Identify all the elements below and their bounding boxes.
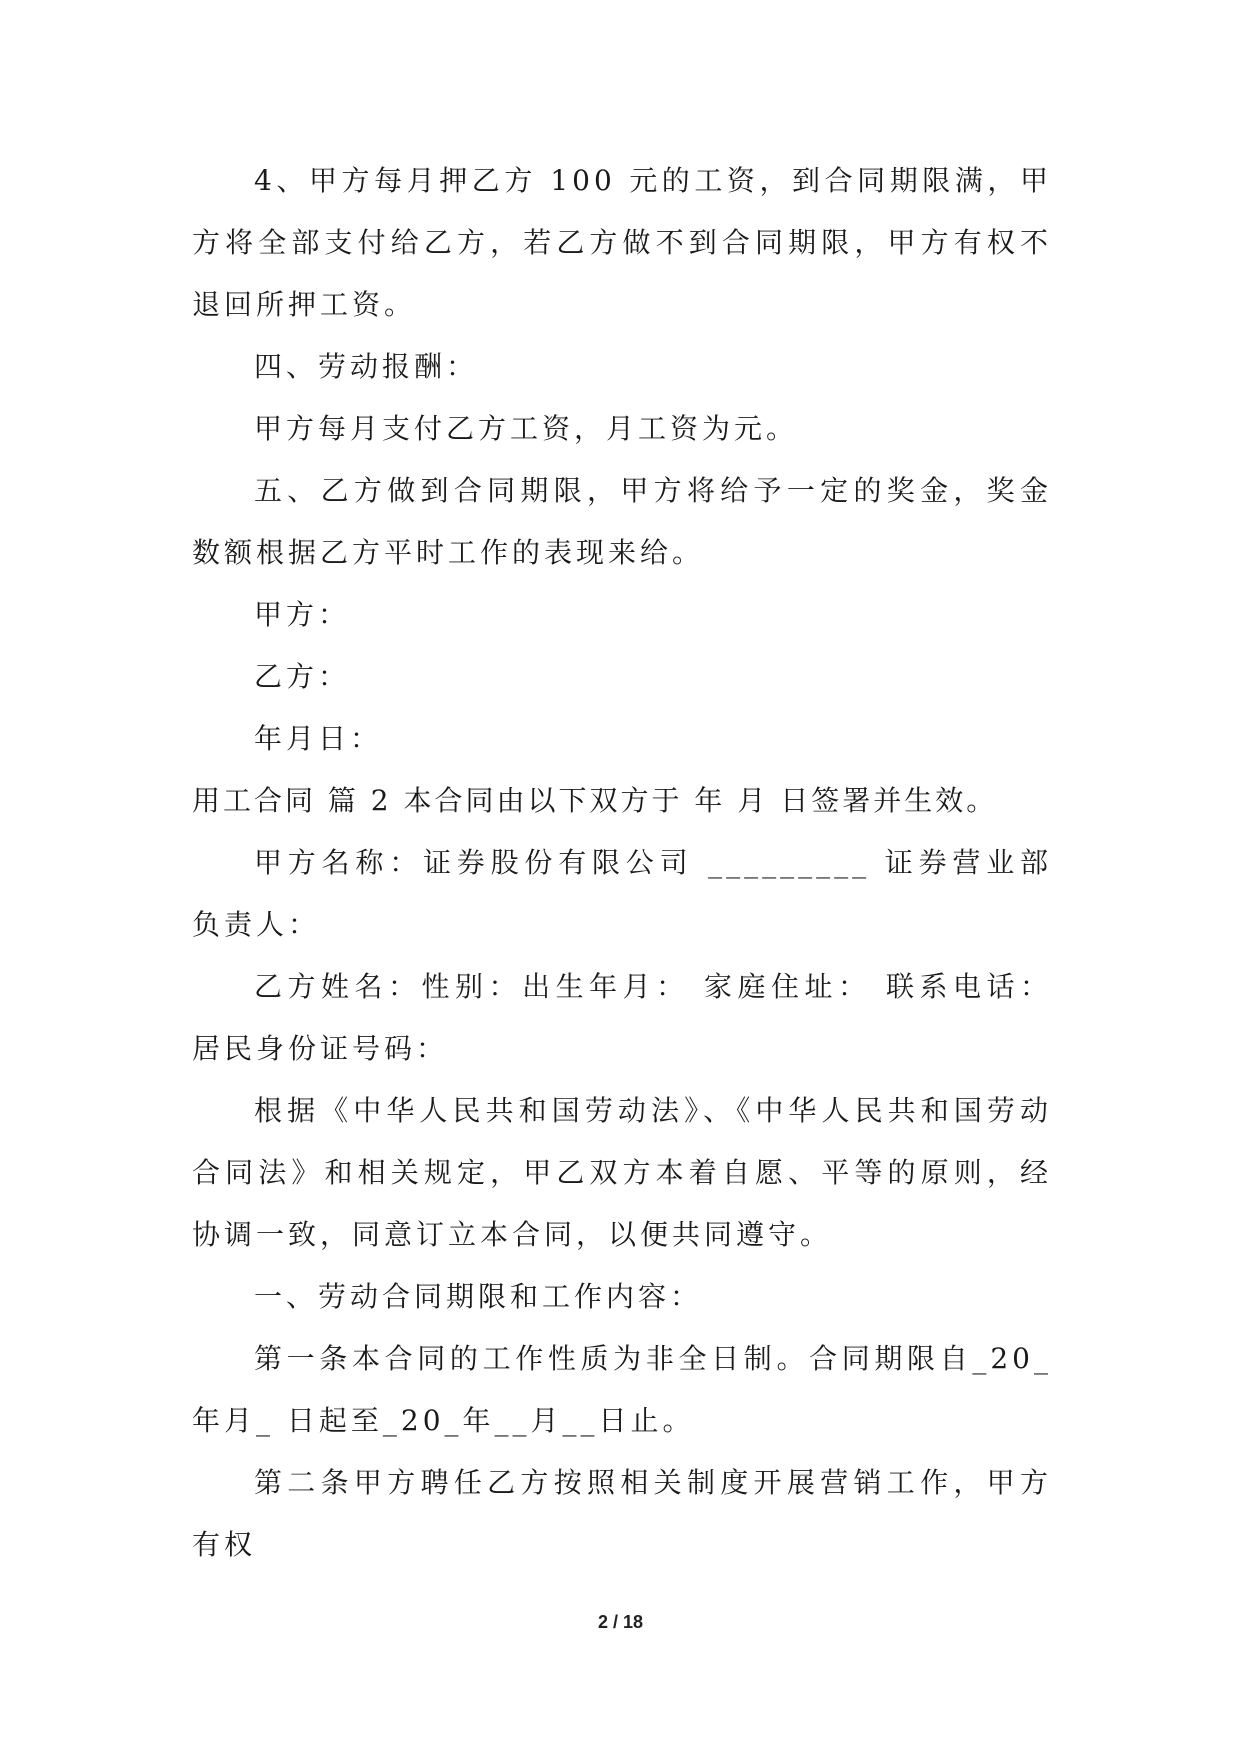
paragraph-article-2: 第二条甲方聘任乙方按照相关制度开展营销工作，甲方有权 [192, 1466, 1052, 1561]
heading-labor-remuneration: 四、劳动报酬： [254, 350, 479, 383]
paragraph-party-a-name: 甲方名称：证券股份有限公司 _________ 证券营业部 负责人： [192, 846, 1052, 941]
signature-party-a: 甲方： [254, 598, 351, 631]
paragraph-deposit-clause: 4、甲方每月押乙方 100 元的工资，到合同期限满，甲方将全部支付给乙方，若乙方做不到合同期限，甲方有权不退回所押工资。 [192, 164, 1052, 321]
signature-date: 年月日： [254, 722, 383, 755]
signature-party-b: 乙方： [254, 660, 351, 693]
page-number: 2 / 18 [597, 1612, 644, 1632]
section-title-contract-2: 用工合同 篇 2 本合同由以下双方于 年 月 日签署并生效。 [192, 784, 998, 817]
paragraph-monthly-salary: 甲方每月支付乙方工资，月工资为元。 [254, 412, 799, 445]
paragraph-bonus-clause: 五、乙方做到合同期限，甲方将给予一定的奖金，奖金数额根据乙方平时工作的表现来给。 [192, 474, 1052, 569]
paragraph-article-1: 第一条本合同的工作性质为非全日制。合同期限自_20_年月_ 日起至_20_年__月__日止。 [192, 1342, 1052, 1437]
heading-contract-term: 一、劳动合同期限和工作内容： [254, 1280, 703, 1313]
paragraph-legal-basis: 根据《中华人民共和国劳动法》、《中华人民共和国劳动合同法》和相关规定，甲乙双方本着自愿、平等的原则，经协调一致，同意订立本合同，以便共同遵守。 [192, 1094, 1052, 1251]
document-body [192, 150, 1052, 1576]
paragraph-party-b-info: 乙方姓名：性别：出生年月： 家庭住址： 联系电话： 居民身份证号码： [192, 970, 1052, 1065]
